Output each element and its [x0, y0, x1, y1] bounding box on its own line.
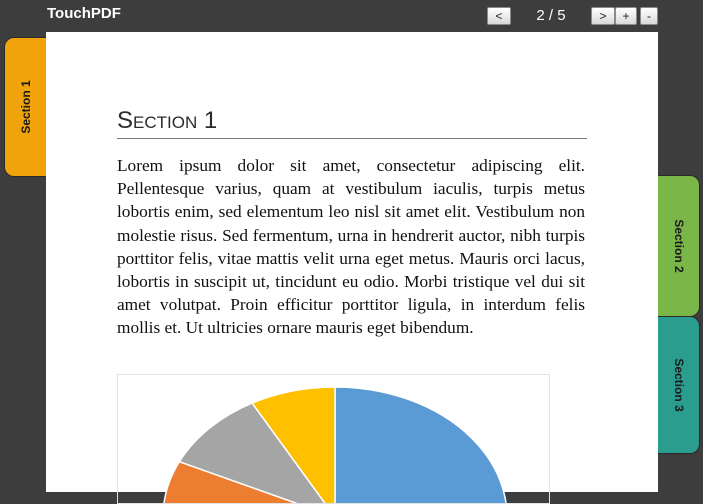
tab-section-3[interactable]: [658, 316, 700, 454]
top-toolbar: [0, 0, 703, 30]
zoom-out-button[interactable]: -: [640, 7, 658, 25]
pdf-page[interactable]: [46, 32, 658, 492]
tab-section-1-label: Section 1: [18, 80, 33, 134]
tab-section-1[interactable]: [4, 37, 46, 177]
pie-chart-frame: [117, 374, 550, 504]
section-heading: Section 1: [117, 108, 587, 139]
body-paragraph: Lorem ipsum dolor sit amet, consectetur adipiscing elit. Pellentesque varius, quam at vestibulum iaculis, turpis metus lobortis enim, sed elementum leo nisl sit amet elit. Vestibulum non molestie risus. Sed fermentum, urna in hendrerit auctor, nibh turpis porttitor felis, vitae mattis velit urna eget metus. Mauris orci lacus, lobortis in suscipit ut, tincidunt eu odio. Morbi tristique vel dui sit amet volutpat. Proin efficitur porttitor ligula, in interdum felis mollis et. Ut ultricies ornare mauris eget bibendum.: [117, 156, 585, 338]
page-indicator: 2 / 5: [536, 7, 566, 24]
tab-section-2-label: Section 2: [671, 219, 686, 273]
app-title: TouchPDF: [47, 5, 121, 22]
zoom-in-button[interactable]: +: [615, 7, 637, 25]
tab-section-2[interactable]: [658, 175, 700, 317]
next-page-button[interactable]: >: [591, 7, 615, 25]
tab-section-3-label: Section 3: [671, 358, 686, 412]
previous-page-button[interactable]: <: [487, 7, 511, 25]
pie-chart: [118, 375, 550, 504]
